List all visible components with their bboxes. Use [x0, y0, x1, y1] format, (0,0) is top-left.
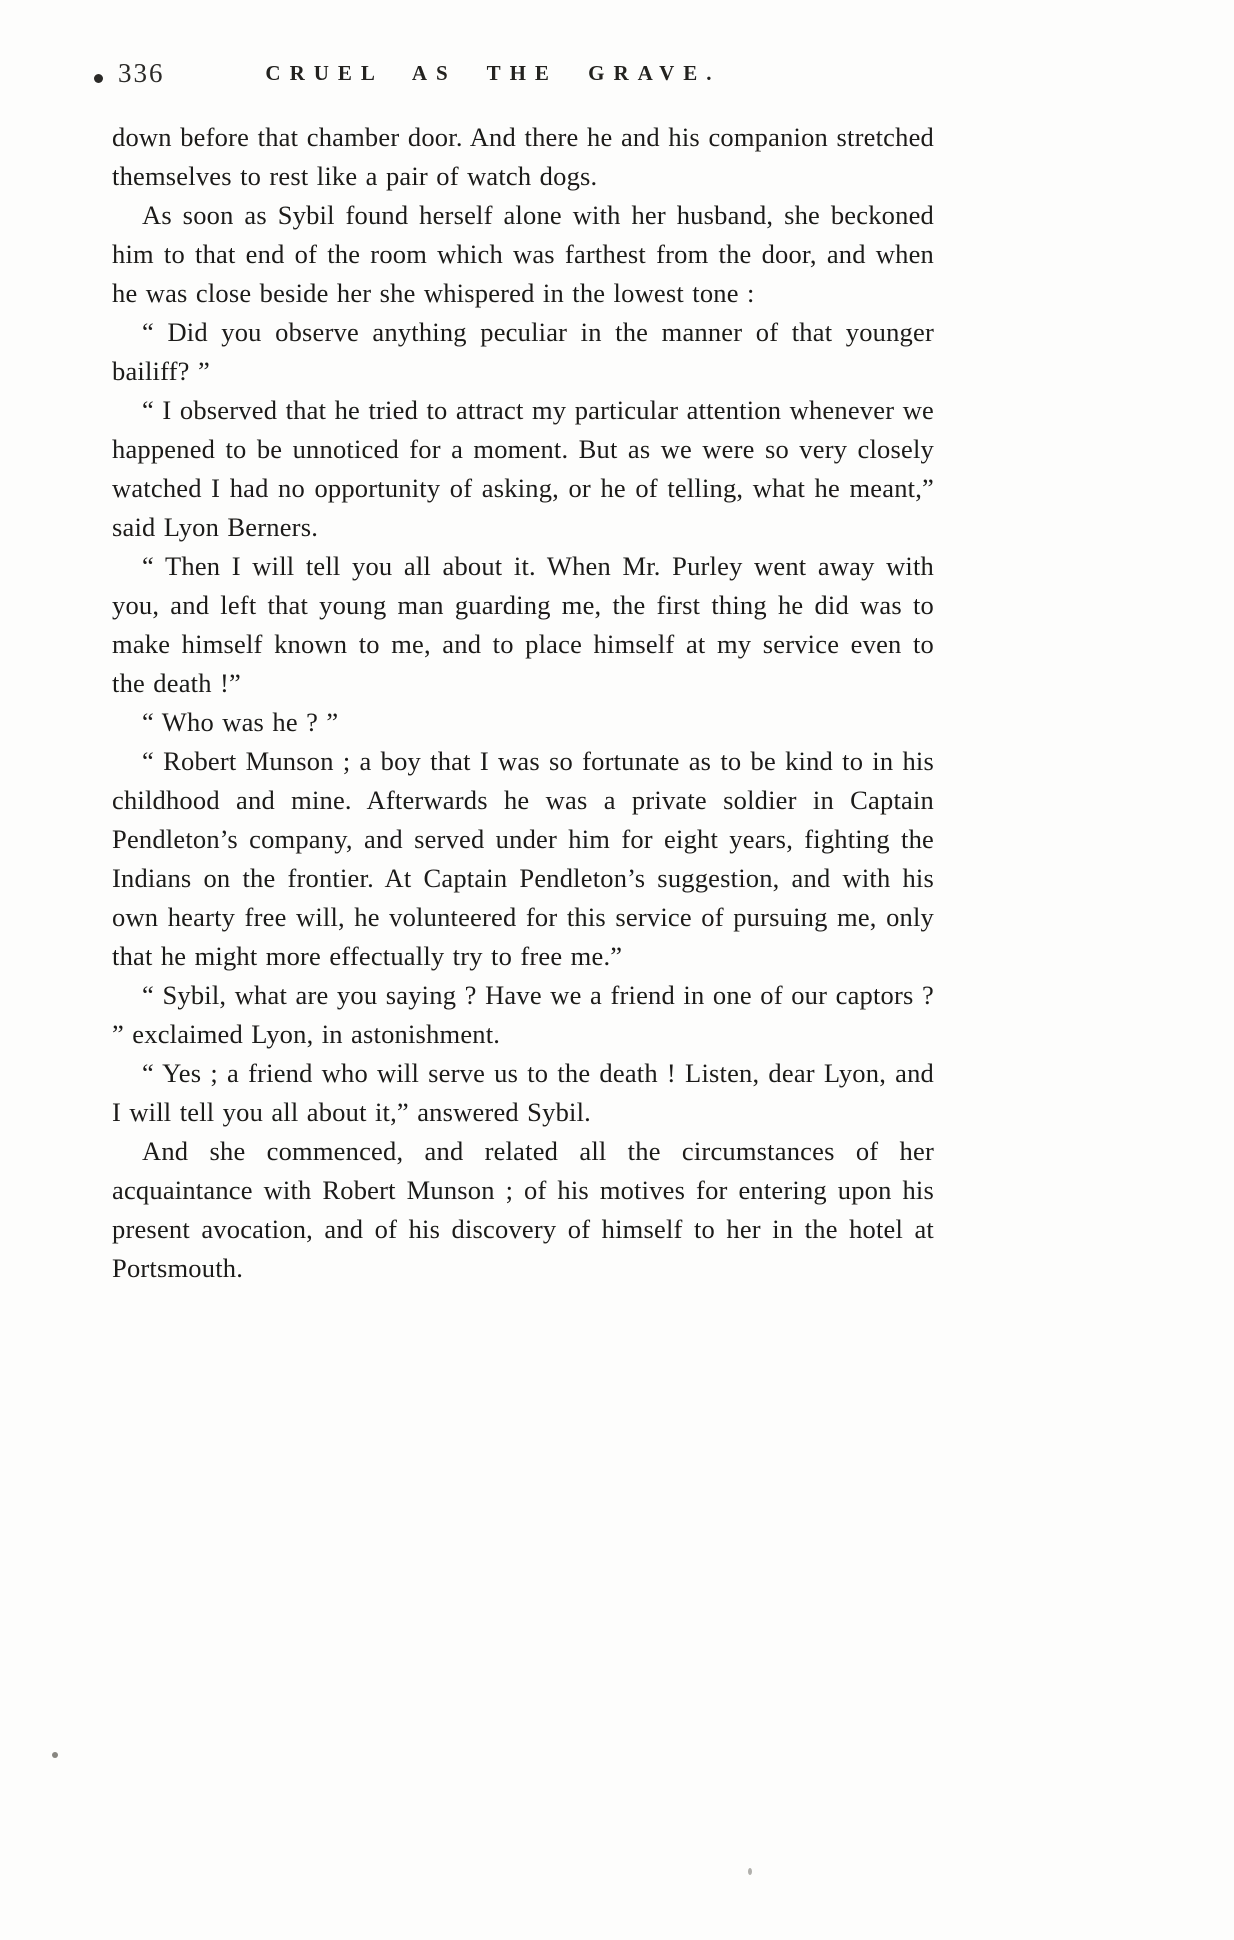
- paragraph: As soon as Sybil found herself alone with her husband, she beckoned him to that end of the room which was farthest from the door, and when he was close beside her she whispered in the lowest tone :: [112, 200, 934, 308]
- paragraph: “ Sybil, what are you saying ? Have we a friend in one of our captors ? ” exclaimed Lyon, in astonishment.: [112, 980, 934, 1049]
- page-number: 336: [118, 58, 165, 88]
- ink-spot: [94, 74, 103, 83]
- paragraph: And she commenced, and related all the circumstances of her acquaintance with Robert Munson ; of his motives for entering upon his present avocation, and of his discovery of himself to her in the hotel at Portsmouth.: [112, 1136, 934, 1283]
- running-title: CRUEL AS THE GRAVE.: [265, 61, 721, 85]
- paragraph: “ Then I will tell you all about it. When Mr. Purley went away with you, and left that young man guarding me, the first thing he did was to make himself known to me, and to place himself at my service even to the death !”: [112, 551, 934, 698]
- paragraph: “ Robert Munson ; a boy that I was so fortunate as to be kind to in his childhood and mine. Afterwards he was a private soldier in Captain Pendleton’s company, and served under him for eight years, fighting the Indians on the frontier. At Captain Pendleton’s suggestion, and with his own hearty free will, he volunteered for this service of pursuing me, only that he might more effectually try to free me.”: [112, 746, 934, 971]
- paragraph: “ I observed that he tried to attract my particular attention whenever we happened to be unnoticed for a moment. But as we were so very closely watched I had no opportunity of asking, or he of telling, what he meant,” said Lyon Berners.: [112, 395, 934, 542]
- paragraph: “ Did you observe anything peculiar in the manner of that younger bailiff? ”: [112, 317, 934, 386]
- scan-speck: [52, 1752, 58, 1758]
- page-text: [112, 118, 934, 1288]
- paragraph: down before that chamber door. And there he and his companion stretched themselves to rest like a pair of watch dogs.: [112, 122, 934, 191]
- page-header: [112, 58, 934, 98]
- paragraph: “ Yes ; a friend who will serve us to the death ! Listen, dear Lyon, and I will tell you all about it,” answered Sybil.: [112, 1058, 934, 1127]
- scan-speck: [748, 1868, 752, 1875]
- paragraph: “ Who was he ? ”: [142, 707, 339, 737]
